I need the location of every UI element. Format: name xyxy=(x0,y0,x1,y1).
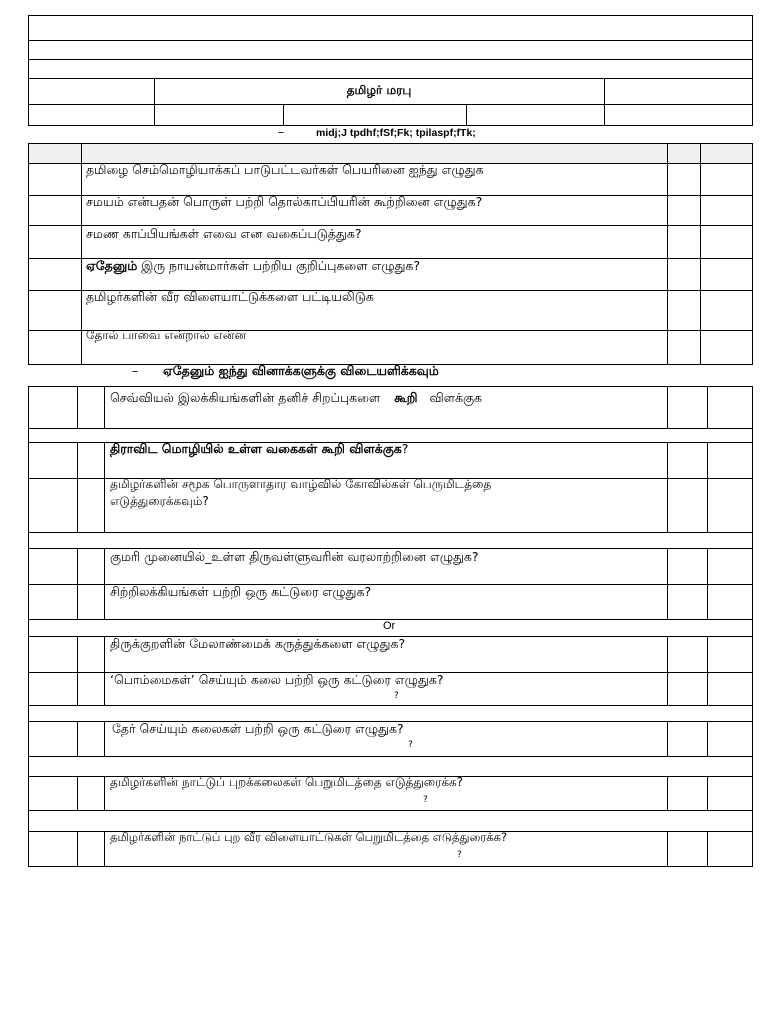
part-b-question-7: ‘பொம்மைகள்’ செய்யும் கலை பற்றி ஒரு கட்டுரை எழுதுக? xyxy=(110,672,444,687)
part-b-col xyxy=(667,386,668,428)
part-b-col xyxy=(104,831,105,867)
part-b-rule xyxy=(28,810,753,811)
part-b-dash: – xyxy=(132,364,138,378)
part-b-col xyxy=(77,548,78,619)
part-a-header-row xyxy=(29,144,752,163)
part-a-dash: – xyxy=(278,125,284,139)
part-b-col xyxy=(104,721,105,756)
part-a-col xyxy=(700,143,701,365)
part-b-rule xyxy=(28,532,753,533)
part-b-question-6: திருக்குறளின் மேலாண்மைக் கருத்துக்களை எழுதுக? xyxy=(110,636,406,651)
header-rule xyxy=(28,59,753,60)
question-lead-word: ஏதேனும் xyxy=(86,258,138,273)
part-b-col xyxy=(667,776,668,810)
part-b-col xyxy=(104,548,105,619)
header-table xyxy=(28,15,753,126)
part-b-col xyxy=(667,442,668,532)
part-b-col xyxy=(667,831,668,867)
question-tail: ? xyxy=(401,441,409,456)
part-b-rule xyxy=(28,705,753,706)
part-a-question-5: தமிழர்களின் வீர விளையாட்டுக்களை பட்டியலிடுக xyxy=(86,289,374,304)
question-bold-text: திராவிட மொழியில் உள்ள வகைகள் கூறி விளக்குக xyxy=(110,441,402,456)
part-b-rule xyxy=(28,428,753,429)
question-text: இரு நாயன்மார்கள் பற்றிய குறிப்புகளை எழுதுக? xyxy=(137,258,421,273)
part-b-question-1 xyxy=(110,391,482,405)
course-title: தமிழர் மரபு xyxy=(346,83,412,97)
header-rule xyxy=(28,104,753,105)
part-b-question-3-line-2: எடுத்துரைக்கவும்? xyxy=(110,494,209,508)
part-b-question-9: தமிழர்களின் நாட்டுப் புறக்கலைகள் பெறுமிடத்தை எடுத்துரைக்க? xyxy=(110,775,464,789)
part-b-col xyxy=(104,442,105,532)
part-b-col xyxy=(667,721,668,756)
part-b-col xyxy=(77,442,78,532)
part-b-col xyxy=(707,776,708,810)
header-divider xyxy=(604,78,605,126)
part-b-question-10-mark: ? xyxy=(457,850,462,860)
part-a-question-4 xyxy=(86,259,420,273)
part-b-question-8: தேர் செய்யும் கலைகள் பற்றி ஒரு கட்டுரை எழுதுக? xyxy=(112,721,404,736)
part-b-col xyxy=(77,776,78,810)
part-b-col xyxy=(77,636,78,705)
part-a-question-1: தமிழை செம்மொழியாக்கப் பாடுபட்டவர்கள் பெயரினை ஐந்து எழுதுக xyxy=(86,162,484,177)
part-b-col xyxy=(707,721,708,756)
part-b-col xyxy=(77,721,78,756)
part-b-rule xyxy=(28,756,753,757)
part-b-col xyxy=(77,386,78,428)
part-b-question-8-mark: ? xyxy=(408,740,413,750)
part-b-question-7-mark: ? xyxy=(394,691,399,701)
question-text: செவ்வியல் இலக்கியங்களின் தனிச் சிறப்புகளை xyxy=(110,390,381,405)
part-b-question-2 xyxy=(110,442,408,456)
part-a-question-3: சமண காப்பியங்கள் எவை என வகைப்படுத்துக? xyxy=(86,226,362,241)
part-b-col xyxy=(667,548,668,619)
header-divider xyxy=(283,104,284,126)
part-a-col xyxy=(81,143,82,365)
part-b-col xyxy=(707,636,708,705)
part-b-col xyxy=(707,548,708,619)
header-rule xyxy=(28,40,753,41)
part-b-instruction: ஏதேனும் ஐந்து வினாக்களுக்கு விடையளிக்கவும் xyxy=(163,363,439,378)
question-tail: விளக்குக xyxy=(429,390,483,405)
part-b-question-3-line-1: தமிழர்களின் சமூக பொருளாதார வாழ்வில் கோவில்கள் பெருமிடத்தை xyxy=(110,477,492,491)
part-b-col xyxy=(104,776,105,810)
part-a-col xyxy=(667,143,668,365)
part-b-col xyxy=(667,636,668,705)
header-divider xyxy=(466,104,467,126)
part-b-col xyxy=(707,831,708,867)
part-a-question-2: சமயம் என்பதன் பொருள் பற்றி தொல்காப்பியரின் கூற்றினை எழுதுக? xyxy=(86,194,483,209)
part-b-col xyxy=(77,831,78,867)
part-b-question-9-mark: ? xyxy=(423,795,428,805)
part-b-question-5: சிற்றிலக்கியங்கள் பற்றி ஒரு கட்டுரை எழுதுக? xyxy=(110,584,372,599)
part-a-instruction: midj;J tpdhf;fSf;Fk; tpilaspf;fTk; xyxy=(316,127,476,139)
part-b-question-4: குமரி முனையில்_உள்ள திருவள்ளுவரின் வரலாற்றினை எழுதுக? xyxy=(110,549,479,564)
part-b-col xyxy=(104,386,105,428)
question-bold-word: கூறி xyxy=(394,390,418,405)
part-b-question-10: தமிழர்களின் நாட்டுப் புற வீர விளையாட்டுகள் பெறுமிடத்தை எடுத்துரைக்க? xyxy=(110,830,508,844)
part-b-col xyxy=(707,386,708,428)
or-separator: Or xyxy=(383,620,396,632)
header-rule xyxy=(28,78,753,79)
part-b-col xyxy=(707,442,708,532)
part-b-col xyxy=(104,636,105,705)
part-a-question-6: தோல் பாவை என்றால் என்ன xyxy=(86,328,247,342)
